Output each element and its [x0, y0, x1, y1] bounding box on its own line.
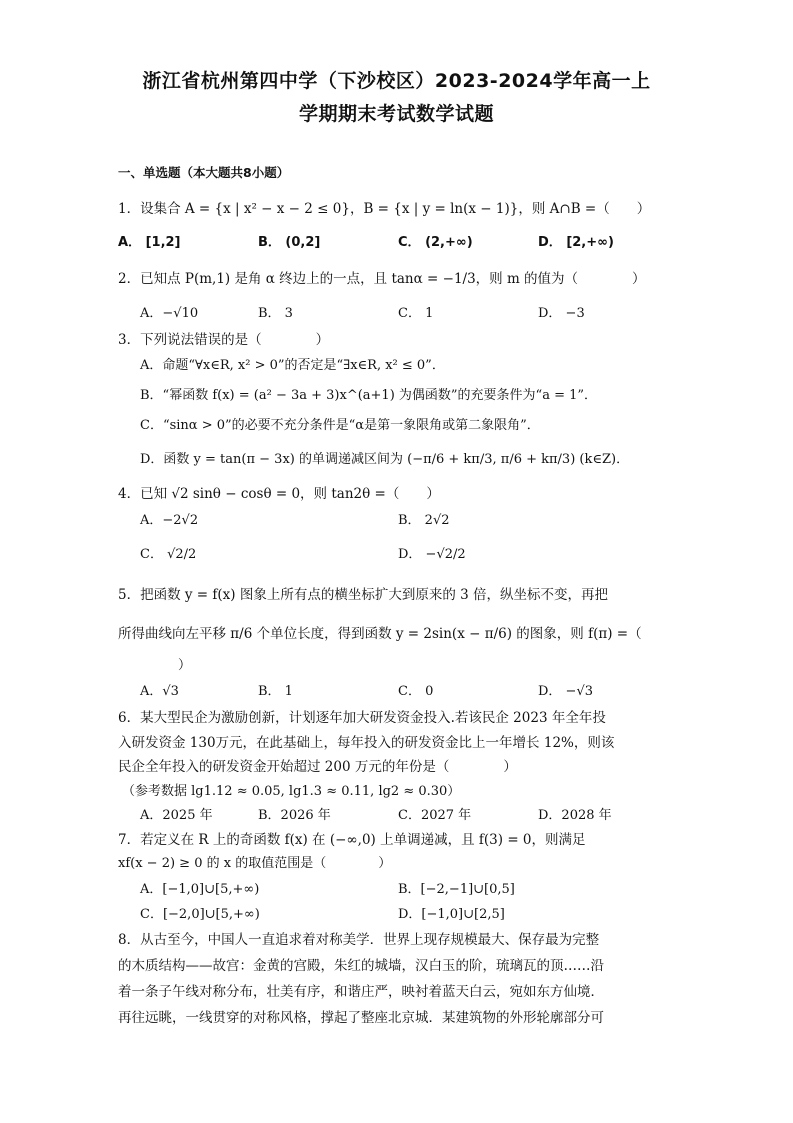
q5-line3: ）: [178, 658, 192, 673]
q2-option-a: A．−√10: [140, 306, 199, 321]
q8-line3: 着一条子午线对称分布，壮美有序，和谐庄严，映衬着蓝天白云，宛如东方仙境．: [118, 984, 604, 1000]
q6-option-b: B．2026 年: [258, 808, 331, 823]
q7-option-d: D．[−1,0]∪[2,5]: [398, 907, 505, 922]
q7-option-c: C．[−2,0]∪[5,+∞): [140, 907, 260, 922]
q7-option-a: A．[−1,0]∪[5,+∞): [140, 882, 260, 897]
q1-option-d: D． [2,+∞): [538, 235, 614, 250]
page-title-line2: 学期期末考试数学试题: [298, 103, 494, 125]
page-title-line1: 浙江省杭州第四中学（下沙校区）2023-2024学年高一上: [142, 70, 651, 92]
q3-option-c: C．“sinα > 0”的必要不充分条件是“α是第一象限角或第二象限角”．: [140, 418, 540, 433]
q2-option-c: C． 1: [398, 306, 434, 321]
q1-stem: 1．设集合 A = {x | x² − x − 2 ≤ 0}，B = {x | y = ln(x − 1)}，则 A∩B =（ ）: [118, 201, 651, 217]
q5-option-c: C． 0: [398, 684, 434, 699]
q7-line1: 7．若定义在 R 上的奇函数 f(x) 在 (−∞,0) 上单调递减，且 f(3) = 0，则满足: [118, 832, 586, 848]
q8-line2: 的木质结构——故宫：金黄的宫殿，朱红的城墙，汉白玉的阶，琉璃瓦的顶……沿: [118, 958, 604, 974]
q5-option-d: D． −√3: [538, 684, 594, 699]
q4-option-c: C． √2/2: [140, 547, 197, 562]
q4-option-a: A．−2√2: [140, 513, 199, 528]
q6-option-a: A．2025 年: [140, 808, 213, 823]
q6-line2: 入研发资金 130万元，在此基础上，每年投入的研发资金比上一年增长 12%，则该: [118, 735, 615, 751]
q7-line2: xf(x − 2) ≥ 0 的 x 的取值范围是（ ）: [118, 856, 392, 871]
q5-option-b: B． 1: [258, 684, 293, 699]
q2-option-d: D． −3: [538, 306, 585, 321]
q6-reference-data: （参考数据 lg1.12 ≈ 0.05, lg1.3 ≈ 0.11, lg2 ≈ 0.30）: [122, 784, 461, 799]
q6-option-d: D．2028 年: [538, 808, 612, 823]
q5-line1: 5．把函数 y = f(x) 图象上所有点的横坐标扩大到原来的 3 倍，纵坐标不变，再把: [118, 587, 609, 603]
q8-line1: 8．从古至今，中国人一直追求着对称美学．世界上现存规模最大、保存最为完整: [118, 932, 600, 948]
q1-option-b: B． (0,2]: [258, 235, 321, 250]
q6-option-c: C．2027 年: [398, 808, 472, 823]
q6-line1: 6．某大型民企为激励创新，计划逐年加大研发资金投入.若该民企 2023 年全年投: [118, 710, 606, 726]
q2-stem: 2．已知点 P(m,1) 是角 α 终边上的一点，且 tanα = −1/3，则 m 的值为（ ）: [118, 271, 646, 287]
q4-option-b: B． 2√2: [398, 513, 450, 528]
q6-line3: 民企全年投入的研发资金开始超过 200 万元的年份是（ ）: [118, 759, 517, 775]
q5-option-a: A．√3: [140, 684, 179, 699]
q3-option-d: D．函数 y = tan(π − 3x) 的单调递减区间为 (−π/6 + kπ/3, π/6 + kπ/3) (k∈Z)．: [140, 452, 630, 467]
q1-option-c: C． (2,+∞): [398, 235, 473, 250]
section-heading: 一、单选题（本大题共8小题）: [118, 165, 290, 180]
q4-stem: 4．已知 √2 sinθ − cosθ = 0，则 tan2θ =（ ）: [118, 486, 440, 502]
q3-stem: 3．下列说法错误的是（ ）: [118, 332, 330, 348]
q7-option-b: B．[−2,−1]∪[0,5]: [398, 882, 515, 897]
q1-option-a: A． [1,2]: [118, 235, 181, 250]
q2-option-b: B． 3: [258, 306, 293, 321]
q5-line2: 所得曲线向左平移 π/6 个单位长度，得到函数 y = 2sin(x − π/6) 的图象，则 f(π) =（: [118, 626, 642, 642]
q4-option-d: D． −√2/2: [398, 547, 466, 562]
q8-line4: 再往远眺，一线贯穿的对称风格，撑起了整座北京城．某建筑物的外形轮廓部分可: [118, 1010, 604, 1026]
q3-option-a: A．命题“∀x∈R, x² > 0”的否定是“∃x∈R, x² ≤ 0”．: [140, 358, 445, 373]
q3-option-b: B．“幂函数 f(x) = (a² − 3a + 3)x^(a+1) 为偶函数”的充要条件为“a = 1”．: [140, 388, 598, 403]
